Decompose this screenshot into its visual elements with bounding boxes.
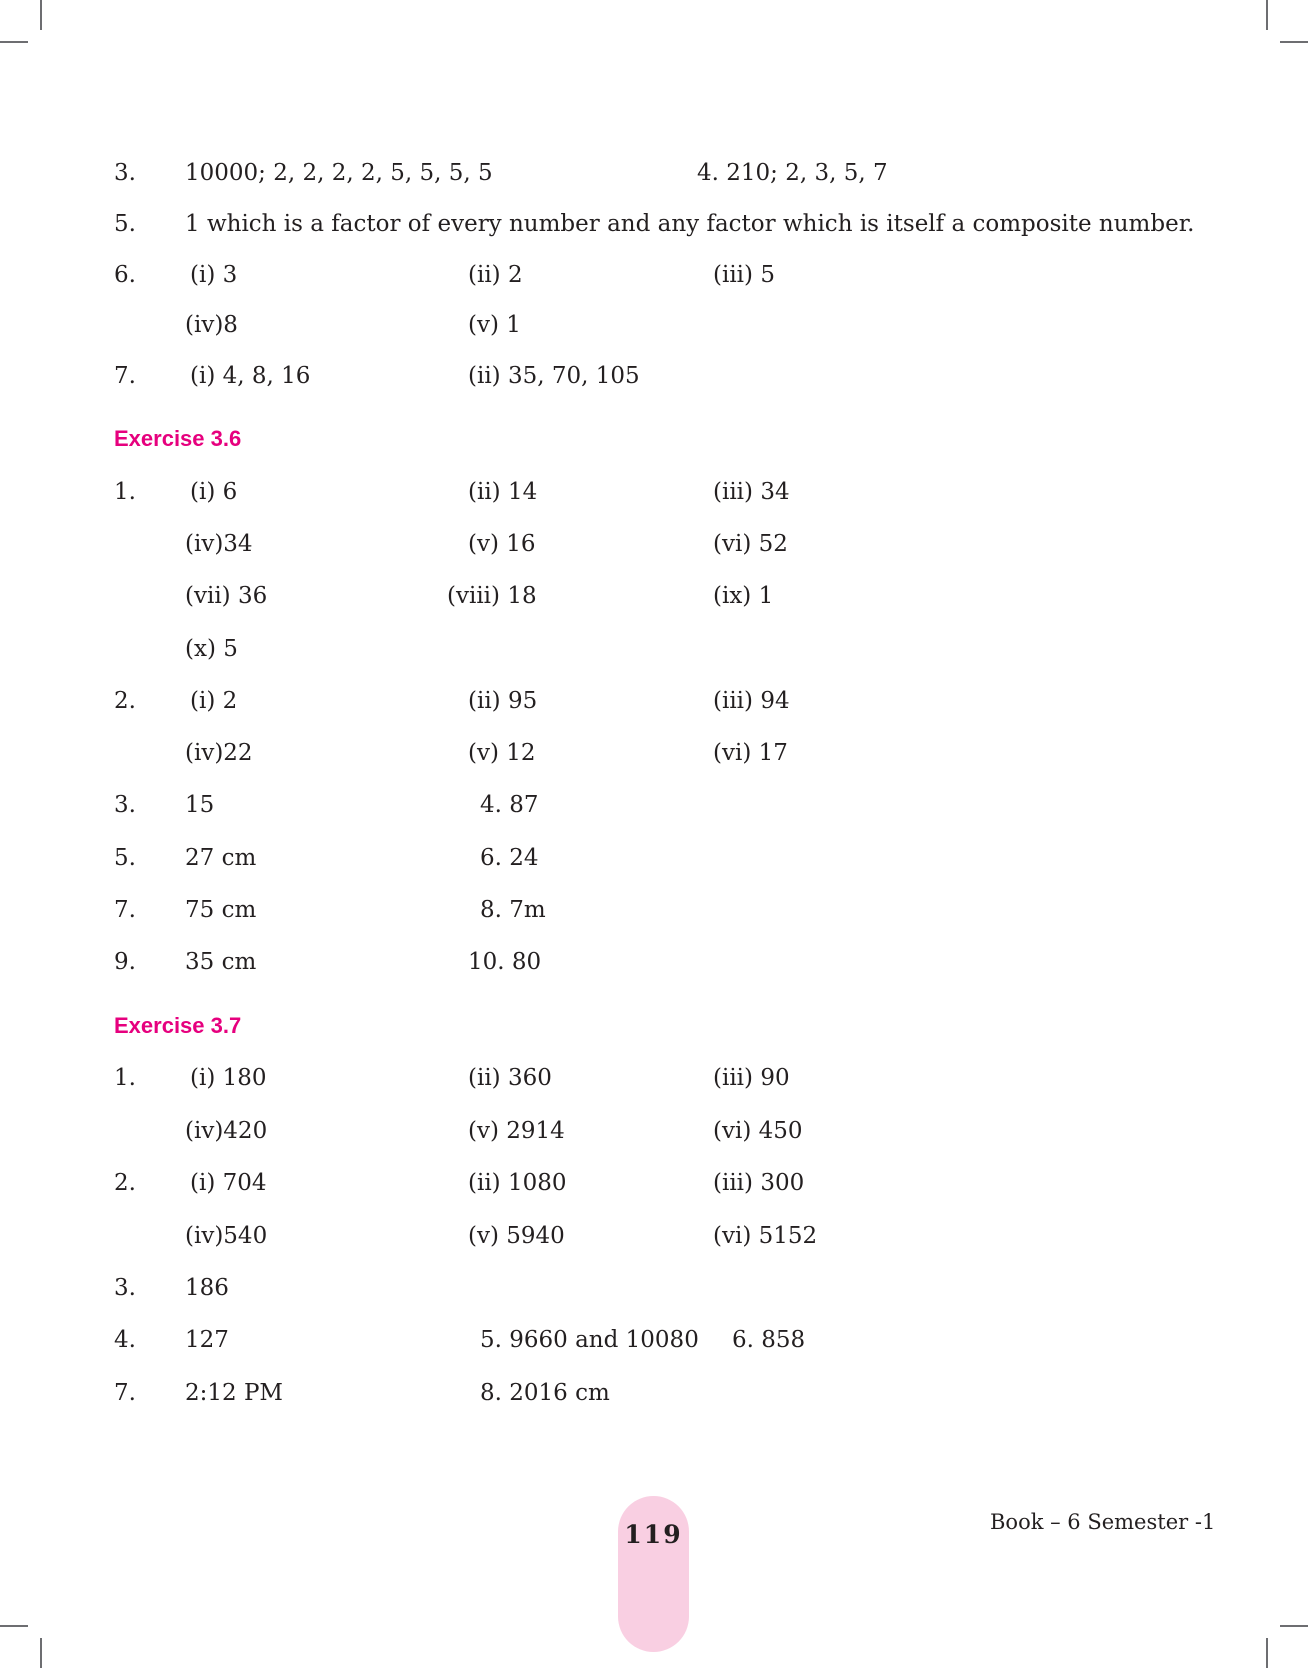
question-number: 2.: [114, 688, 136, 714]
question-number: 9.: [114, 949, 136, 975]
answer-item: (iii) 34: [713, 479, 790, 505]
crop-mark: [0, 1625, 28, 1627]
answer-item: (iv)34: [185, 531, 253, 557]
answer-item: (iii) 5: [713, 262, 775, 288]
answer-text: 4. 210; 2, 3, 5, 7: [697, 160, 888, 186]
answer-text: 6. 24: [480, 845, 539, 871]
answer-item: (iii) 94: [713, 688, 790, 714]
question-number: 3.: [114, 792, 136, 818]
answer-item: (vii) 36: [185, 583, 268, 609]
answer-item: (vi) 52: [713, 531, 788, 557]
question-number: 3.: [114, 1275, 136, 1301]
question-number: 7.: [114, 897, 136, 923]
question-number: 1.: [114, 1065, 136, 1091]
answer-item: (iii) 300: [713, 1170, 805, 1196]
answer-text: 75 cm: [185, 897, 257, 923]
answer-item: (vi) 5152: [713, 1223, 818, 1249]
answer-item: (ii) 35, 70, 105: [468, 363, 640, 389]
question-number: 4.: [114, 1327, 136, 1353]
answer-item: (viii) 18: [447, 583, 537, 609]
question-number: 7.: [114, 1380, 136, 1406]
answer-item: (ii) 14: [468, 479, 538, 505]
crop-mark: [40, 1638, 42, 1668]
answer-item: (iv)540: [185, 1223, 268, 1249]
answer-item: (iv)420: [185, 1118, 268, 1144]
answer-item: (ii) 95: [468, 688, 538, 714]
answer-item: (i) 6: [190, 479, 238, 505]
answer-item: (i) 180: [190, 1065, 267, 1091]
page-number: 119: [624, 1520, 683, 1549]
exercise-heading: Exercise 3.7: [114, 1013, 242, 1038]
answer-text: 15: [185, 792, 215, 818]
answer-item: (ii) 2: [468, 262, 523, 288]
answer-text: 10. 80: [468, 949, 542, 975]
answer-item: (iv)8: [185, 312, 238, 338]
answer-item: (v) 12: [468, 740, 536, 766]
answer-text: 10000; 2, 2, 2, 2, 5, 5, 5, 5: [185, 160, 493, 186]
answer-text: 6. 858: [732, 1327, 806, 1353]
question-number: 7.: [114, 363, 136, 389]
answer-item: (i) 4, 8, 16: [190, 363, 311, 389]
answer-item: (iv)22: [185, 740, 253, 766]
answer-item: (v) 1: [468, 312, 521, 338]
answer-item: (i) 704: [190, 1170, 267, 1196]
answer-text: 27 cm: [185, 845, 257, 871]
answer-item: (vi) 450: [713, 1118, 803, 1144]
answer-text: 186: [185, 1275, 229, 1301]
answer-text: 2:12 PM: [185, 1380, 283, 1406]
book-label: Book – 6 Semester -1: [990, 1510, 1216, 1534]
answer-item: (i) 3: [190, 262, 238, 288]
answer-item: (v) 2914: [468, 1118, 565, 1144]
answer-item: (v) 5940: [468, 1223, 565, 1249]
answer-text: 8. 2016 cm: [480, 1380, 610, 1406]
answer-item: (vi) 17: [713, 740, 788, 766]
answer-item: (v) 16: [468, 531, 536, 557]
exercise-heading: Exercise 3.6: [114, 426, 242, 451]
question-number: 3.: [114, 160, 136, 186]
answer-item: (ii) 360: [468, 1065, 552, 1091]
answer-text: 127: [185, 1327, 229, 1353]
question-number: 1.: [114, 479, 136, 505]
answer-text: 35 cm: [185, 949, 257, 975]
crop-mark: [1280, 41, 1308, 43]
answer-item: (ii) 1080: [468, 1170, 567, 1196]
crop-mark: [1266, 0, 1268, 30]
question-number: 6.: [114, 262, 136, 288]
answer-item: (x) 5: [185, 636, 238, 662]
answer-text: 4. 87: [480, 792, 539, 818]
answer-text: 8. 7m: [480, 897, 546, 923]
crop-mark: [40, 0, 42, 30]
question-number: 5.: [114, 211, 136, 237]
answer-item: (i) 2: [190, 688, 238, 714]
answer-text: 1 which is a factor of every number and any factor which is itself a composite number.: [185, 211, 1195, 237]
question-number: 2.: [114, 1170, 136, 1196]
crop-mark: [1280, 1625, 1308, 1627]
answer-item: (ix) 1: [713, 583, 774, 609]
question-number: 5.: [114, 845, 136, 871]
answer-item: (iii) 90: [713, 1065, 790, 1091]
crop-mark: [0, 41, 28, 43]
answer-text: 5. 9660 and 10080: [480, 1327, 699, 1353]
crop-mark: [1266, 1638, 1268, 1668]
